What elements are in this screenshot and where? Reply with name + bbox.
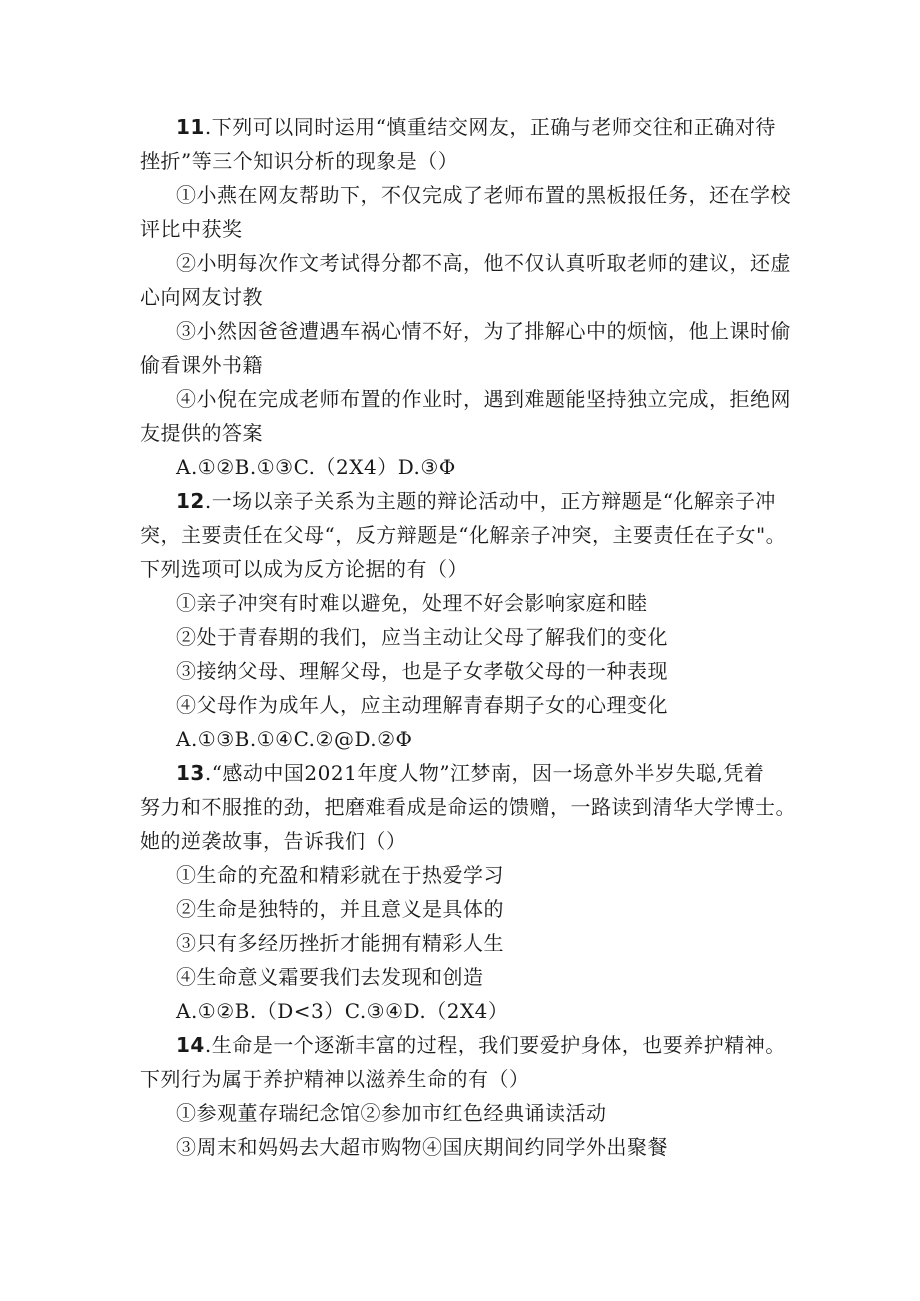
question-12-item-4: ④父母作为成年人，应主动理解青春期子女的心理变化: [176, 693, 668, 717]
question-12-stem-line-2: 突，主要责任在父母“，反方辩题是“化解亲子冲突，主要责任在子女"。: [140, 523, 787, 547]
question-number: 14: [176, 1033, 205, 1057]
question-13-item-3: ③只有多经历挫折才能拥有精彩人生: [176, 931, 504, 955]
question-11-item-4-line-1: ④小倪在完成老师布置的作业时，遇到难题能坚持独立完成，拒绝网: [176, 387, 791, 411]
question-11-item-1-line-1: ①小燕在网友帮助下，不仅完成了老师布置的黑板报任务，还在学校: [176, 183, 791, 207]
question-12-item-1: ①亲子冲突有时难以避免，处理不好会影响家庭和睦: [176, 591, 648, 615]
question-12-options: A.①③B.①④C.②@D.②Φ: [176, 727, 413, 751]
question-11-item-2-line-2: 心向网友讨教: [140, 285, 263, 309]
question-13-stem-line-3: 她的逆袭故事，告诉我们（）: [140, 829, 407, 853]
question-11-stem-line-2: 挫折”等三个知识分析的现象是（）: [140, 149, 459, 173]
question-12-item-3: ③接纳父母、理解父母，也是子女孝敬父母的一种表现: [176, 659, 668, 683]
question-number: 11: [176, 115, 205, 139]
question-stem-text: .一场以亲子关系为主题的辩论活动中，正方辩题是“化解亲子冲: [204, 489, 776, 513]
question-11-item-1-line-2: 评比中获奖: [140, 217, 243, 241]
question-stem-text: .生命是一个逐渐丰富的过程，我们要爱护身体，也要养护精神。: [204, 1033, 786, 1057]
question-14-item-2: ③周末和妈妈去大超市购物④国庆期间约同学外出聚餐: [176, 1135, 668, 1159]
question-11-options: A.①②B.①③C.（2X4）D.③Φ: [176, 455, 456, 479]
question-11-item-3-line-1: ③小然因爸爸遭遇车祸心情不好，为了排解心中的烦恼，他上课时偷: [176, 319, 791, 343]
question-number: 13: [176, 761, 205, 785]
question-13-item-2: ②生命是独特的，并且意义是具体的: [176, 897, 504, 921]
question-14-stem-line-1: [176, 1032, 786, 1058]
question-12-stem-line-1: [176, 488, 776, 514]
question-14-stem-line-2: 下列行为属于养护精神以滋养生命的有（）: [140, 1067, 530, 1091]
question-11-item-4-line-2: 友提供的答案: [140, 421, 263, 445]
question-13-options: A.①②B.（D<3）C.③④D.（2X4）: [176, 999, 509, 1023]
question-number: 12: [176, 489, 205, 513]
question-13-stem-line-2: 努力和不服推的劲，把磨难看成是命运的馈赠，一路读到清华大学博士。: [140, 795, 796, 819]
question-11-item-3-line-2: 偷看课外书籍: [140, 353, 263, 377]
question-12-item-2: ②处于青春期的我们，应当主动让父母了解我们的变化: [176, 625, 668, 649]
question-12-stem-line-3: 下列选项可以成为反方论据的有（）: [140, 557, 468, 581]
question-13-item-4: ④生命意义霜要我们去发现和创造: [176, 965, 484, 989]
question-stem-text: .下列可以同时运用“慎重结交网友，正确与老师交往和正确对待: [204, 115, 776, 139]
question-13-stem-line-1: [176, 760, 764, 786]
question-11-item-2-line-1: ②小明每次作文考试得分都不高，他不仅认真听取老师的建议，还虚: [176, 251, 791, 275]
question-11-stem-line-1: [176, 114, 776, 140]
question-14-item-1: ①参观董存瑞纪念馆②参加市红色经典诵读活动: [176, 1101, 607, 1125]
question-13-item-1: ①生命的充盈和精彩就在于热爱学习: [176, 863, 504, 887]
question-stem-text: .“感动中国2021年度人物”江梦南，因一场意外半岁失聪,凭着: [204, 761, 765, 785]
